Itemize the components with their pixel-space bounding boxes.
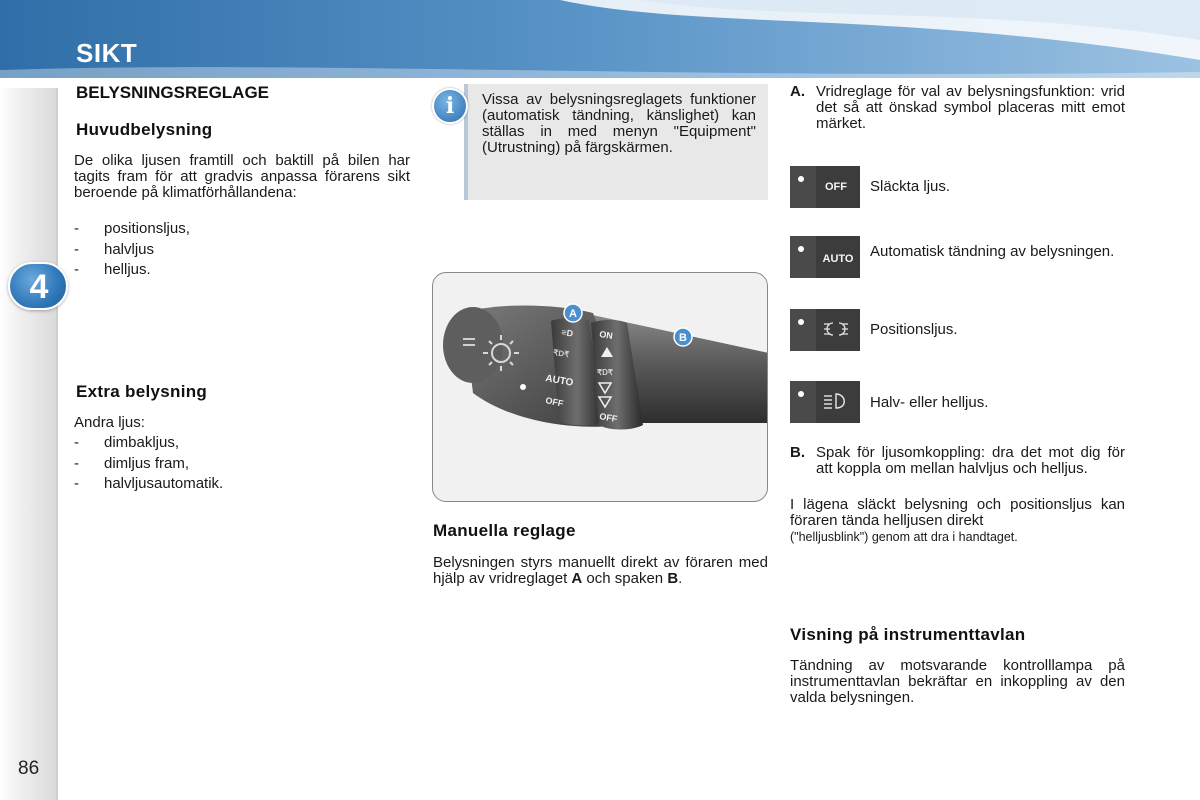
svg-text:₹D₹: ₹D₹ [597, 368, 613, 377]
position-lights-label: Positionsljus. [870, 321, 958, 338]
chapter-title: SIKT [76, 38, 138, 68]
lighting-stalk-illustration [433, 273, 768, 502]
ring-icon-headlight: ≡D [560, 327, 574, 339]
flash-note: I lägena släckt belysning och positionsljus kan föraren tända helljusen direkt ("helljusblink") genom att dra i handtaget. [790, 496, 1125, 544]
sidebar-divider [56, 88, 58, 800]
extra-lighting-heading: Extra belysning [76, 382, 208, 401]
flash-note-small: ("helljusblink") genom att dra i handtaget. [790, 530, 1018, 544]
list-item: - positionsljus, [74, 220, 190, 237]
extra-lighting-intro: Andra ljus: [74, 414, 145, 431]
chapter-number: 4 [29, 268, 49, 306]
ring-label-on: ON [598, 329, 614, 341]
extra-lighting-list [74, 433, 410, 495]
main-lighting-heading: Huvudbelysning [76, 120, 213, 139]
page-number: 86 [18, 758, 40, 779]
svg-text:₹D₹: ₹D₹ [552, 348, 570, 360]
list-item: - dimljus fram, [74, 454, 190, 472]
ring-label-auto: AUTO [544, 373, 575, 389]
dashboard-heading: Visning på instrumenttavlan [790, 625, 1026, 644]
headlight-label: Halv- eller helljus. [870, 394, 989, 411]
list-item: - dimbakljus, [74, 434, 180, 451]
marker-a-label: A [569, 308, 577, 320]
main-lighting-intro: De olika ljusen framtill och baktill på bilen har tagits fram för att gradvis anpassa förarens sikt beroende på klimatförhållandena: [74, 152, 410, 201]
info-note-text: Vissa av belysningsreglagets funktioner (automatisk tändning, känslighet) kan ställas in med menyn "Equipment" (Utrustning) på färgskärmen. [482, 91, 756, 156]
manual-controls-text: Belysningen styrs manuellt direkt av föraren med hjälp av vridreglaget A och spaken B. [433, 554, 768, 587]
definition-b: B. Spak för ljusomkoppling: dra det mot dig för att koppla om mellan halvljus och helljus. [790, 444, 1125, 477]
section-title: BELYSNINGSREGLAGE [76, 83, 270, 102]
list-item: - halvljus [74, 240, 155, 258]
info-icon: i [432, 88, 468, 124]
auto-position-label: Automatisk tändning av belysningen. [870, 243, 1115, 260]
chapter-header [0, 0, 1200, 78]
svg-text:AUTO: AUTO [822, 253, 854, 265]
svg-text:OFF: OFF [825, 181, 847, 193]
sidebar-strip [0, 88, 58, 800]
definition-a: A. Vridreglage för val av belysningsfunktion: vrid det så att önskad symbol placeras mitt emot märket. [790, 83, 1125, 132]
off-position-icon [790, 166, 860, 208]
list-item: - helljus. [74, 261, 151, 278]
off-position-label: Släckta ljus. [870, 178, 951, 195]
ring-label-off-2: OFF [598, 411, 619, 425]
header-wave-graphic [0, 0, 1200, 78]
headlight-icon [790, 381, 860, 423]
lighting-stalk-photo [432, 272, 768, 502]
list-item: - halvljusautomatik. [74, 475, 224, 492]
main-lighting-list [74, 219, 410, 281]
chapter-tab[interactable] [8, 262, 68, 310]
marker-b-label: B [679, 332, 687, 344]
auto-position-icon [790, 236, 860, 278]
ring-label-off: OFF [544, 395, 565, 409]
dashboard-text: Tändning av motsvarande kontrolllampa på instrumenttavlan bekräftar en inkoppling av den valda belysningen. [790, 657, 1125, 706]
manual-controls-heading: Manuella reglage [433, 521, 576, 540]
position-lights-icon [790, 309, 860, 351]
